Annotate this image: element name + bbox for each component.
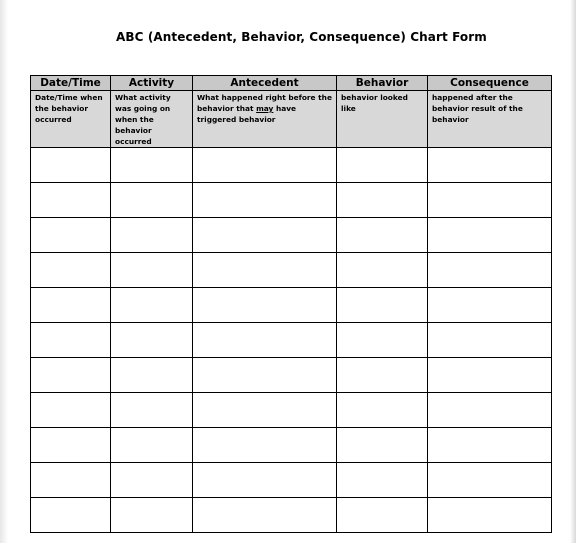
antecedent-emphasis-text: may (256, 104, 274, 113)
behavior-entry-cell[interactable] (337, 253, 428, 288)
activity-entry-cell[interactable] (111, 393, 193, 428)
column-description-behavior: behavior looked like (337, 91, 428, 148)
behavior-entry-cell[interactable] (337, 218, 428, 253)
page-edge-right (570, 0, 576, 543)
date-time-entry-cell[interactable] (31, 463, 111, 498)
behavior-entry-cell[interactable] (337, 323, 428, 358)
activity-entry-cell[interactable] (111, 288, 193, 323)
behavior-entry-cell[interactable] (337, 498, 428, 533)
consequence-entry-cell[interactable] (428, 323, 552, 358)
page-edge-left (0, 0, 8, 543)
column-description-antecedent (193, 91, 337, 148)
header-row (31, 76, 552, 91)
antecedent-entry-cell[interactable] (193, 148, 337, 183)
consequence-entry-cell[interactable] (428, 358, 552, 393)
table-row (31, 218, 552, 253)
table-row (31, 323, 552, 358)
antecedent-entry-cell[interactable] (193, 253, 337, 288)
antecedent-entry-cell[interactable] (193, 288, 337, 323)
column-header-antecedent: Antecedent (193, 76, 337, 91)
column-header-activity: Activity (111, 76, 193, 91)
consequence-entry-cell[interactable] (428, 393, 552, 428)
table-row (31, 428, 552, 463)
column-description-consequence: happened after the behavior result of the behavior (428, 91, 552, 148)
activity-entry-cell[interactable] (111, 498, 193, 533)
description-row (31, 91, 552, 148)
activity-entry-cell[interactable] (111, 463, 193, 498)
table-row (31, 148, 552, 183)
column-header-consequence: Consequence (428, 76, 552, 91)
date-time-entry-cell[interactable] (31, 288, 111, 323)
date-time-entry-cell[interactable] (31, 323, 111, 358)
form-title: ABC (Antecedent, Behavior, Consequence) Chart Form (116, 30, 487, 44)
column-description-activity: What activity was going on when the behavior occurred (111, 91, 193, 148)
table-row (31, 288, 552, 323)
activity-entry-cell[interactable] (111, 428, 193, 463)
column-header-date-time: Date/Time (31, 76, 111, 91)
consequence-entry-cell[interactable] (428, 218, 552, 253)
behavior-entry-cell[interactable] (337, 393, 428, 428)
behavior-entry-cell[interactable] (337, 148, 428, 183)
consequence-entry-cell[interactable] (428, 253, 552, 288)
table-row (31, 393, 552, 428)
table-row (31, 183, 552, 218)
table-row (31, 253, 552, 288)
abc-chart-table (30, 75, 552, 533)
activity-entry-cell[interactable] (111, 218, 193, 253)
antecedent-description-text: What happened right before the behavior that (197, 93, 332, 113)
antecedent-entry-cell[interactable] (193, 323, 337, 358)
activity-entry-cell[interactable] (111, 358, 193, 393)
activity-entry-cell[interactable] (111, 148, 193, 183)
consequence-entry-cell[interactable] (428, 498, 552, 533)
activity-entry-cell[interactable] (111, 323, 193, 358)
behavior-entry-cell[interactable] (337, 463, 428, 498)
table-row (31, 463, 552, 498)
antecedent-entry-cell[interactable] (193, 393, 337, 428)
table-row (31, 498, 552, 533)
consequence-entry-cell[interactable] (428, 183, 552, 218)
activity-entry-cell[interactable] (111, 183, 193, 218)
consequence-entry-cell[interactable] (428, 463, 552, 498)
behavior-entry-cell[interactable] (337, 428, 428, 463)
antecedent-description-text-end: have triggered behavior (197, 104, 297, 124)
behavior-entry-cell[interactable] (337, 183, 428, 218)
behavior-entry-cell[interactable] (337, 288, 428, 323)
date-time-entry-cell[interactable] (31, 393, 111, 428)
antecedent-entry-cell[interactable] (193, 183, 337, 218)
antecedent-entry-cell[interactable] (193, 428, 337, 463)
date-time-entry-cell[interactable] (31, 358, 111, 393)
antecedent-entry-cell[interactable] (193, 218, 337, 253)
behavior-entry-cell[interactable] (337, 358, 428, 393)
date-time-entry-cell[interactable] (31, 253, 111, 288)
date-time-entry-cell[interactable] (31, 148, 111, 183)
antecedent-entry-cell[interactable] (193, 358, 337, 393)
antecedent-entry-cell[interactable] (193, 463, 337, 498)
antecedent-entry-cell[interactable] (193, 498, 337, 533)
consequence-entry-cell[interactable] (428, 288, 552, 323)
column-header-behavior: Behavior (337, 76, 428, 91)
activity-entry-cell[interactable] (111, 253, 193, 288)
table-row (31, 358, 552, 393)
date-time-entry-cell[interactable] (31, 218, 111, 253)
date-time-entry-cell[interactable] (31, 183, 111, 218)
column-description-date-time: Date/Time when the behavior occurred (31, 91, 111, 148)
consequence-entry-cell[interactable] (428, 428, 552, 463)
consequence-entry-cell[interactable] (428, 148, 552, 183)
date-time-entry-cell[interactable] (31, 498, 111, 533)
date-time-entry-cell[interactable] (31, 428, 111, 463)
